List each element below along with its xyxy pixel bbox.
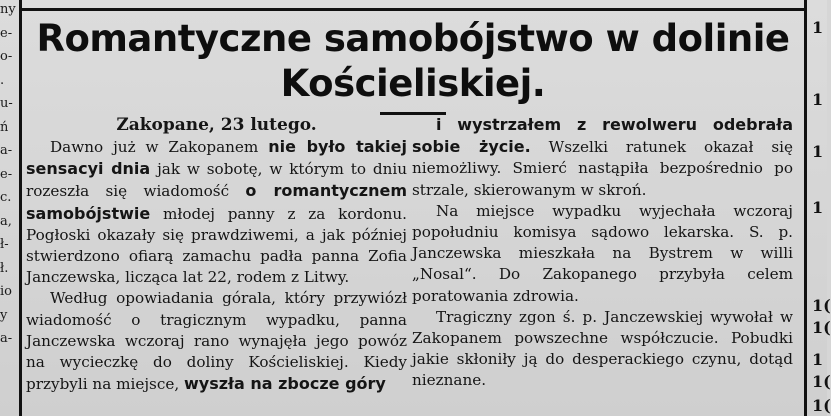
paragraph-text: Według opowiadania górala, który przywiózł wiadomość o tragicznym wypadku, panna Janczewska wczoraj rano wynajęła jego powóz na wycieczkę do doliny Kościeliskiej. Kiedy przybyli na miejsce,: [26, 289, 407, 394]
margin-fragment: ń: [0, 119, 9, 135]
margin-fragment: .: [0, 72, 5, 88]
paragraph-text: Tragiczny zgon ś. p. Janczewskiej wywołał w Zakopanem powszechne współczucie. Pobudki jakie skłoniły ją do desperackiego czynu, dotąd nieznane.: [412, 307, 793, 390]
article-headline: [24, 16, 802, 106]
left-margin-fragments: [0, 0, 18, 416]
margin-fragment: 1(: [812, 318, 831, 337]
margin-fragment: 1: [812, 142, 824, 161]
margin-fragment: 1: [812, 350, 824, 369]
margin-fragment: e-: [0, 25, 13, 41]
top-rule: [22, 8, 804, 11]
emphasized-text: wyszła na zbocze góry: [183, 374, 386, 394]
margin-fragment: a-: [0, 331, 13, 346]
margin-fragment: c.: [0, 190, 12, 205]
headline-line-1: Romantyczne samobójstwo w dolinie: [36, 17, 790, 60]
margin-fragment: u-: [0, 96, 13, 111]
margin-fragment: 1(: [812, 372, 831, 391]
left-column-rule: [19, 0, 22, 416]
margin-fragment: 1: [812, 90, 824, 109]
right-paragraph: [412, 307, 793, 392]
margin-fragment: ny: [0, 2, 16, 17]
left-paragraph: [26, 288, 407, 395]
article-dateline: Zakopane, 23 lutego.: [116, 115, 317, 135]
margin-fragment: y: [0, 307, 8, 323]
right-paragraph: [412, 114, 793, 201]
margin-fragment: o-: [0, 49, 13, 64]
article-right-column: [412, 114, 793, 392]
paragraph-text: Dawno już w Zakopanem: [50, 138, 269, 156]
margin-fragment: e-: [0, 166, 13, 182]
left-paragraph: [26, 136, 407, 288]
margin-fragment: 1(: [812, 396, 831, 415]
margin-fragment: ł-: [0, 237, 9, 252]
margin-fragment: io: [0, 284, 12, 299]
headline-line-2: Kościeliskiej.: [280, 62, 546, 105]
emphasized-text: i wystrzałem z rewolweru odebrała sobie życie.: [412, 115, 793, 157]
margin-fragment: a,: [0, 213, 12, 229]
emphasized-text: o romantycznem samobójstwie: [26, 181, 407, 223]
margin-fragment: 1(: [812, 296, 831, 315]
margin-fragment: 1: [812, 198, 824, 217]
paragraph-text: młodej panny z za kordonu. Pogłoski okazały się prawdziwemi, a jak później stwierdzono ofiarą zamachu padła panna Zofia Janczewska, licząca lat 22, rodem z Litwy.: [26, 204, 407, 287]
article-left-column: [26, 114, 407, 395]
right-margin-fragments: [810, 0, 831, 416]
margin-fragment: 1: [812, 18, 824, 37]
emphasized-text: nie było takiej sensacyi dnia: [26, 137, 407, 179]
margin-fragment: a-: [0, 143, 13, 158]
paragraph-text: Wszelki ratunek okazał się niemożliwy. Smierć nastąpiła bezpośrednio po strzale, skierowanym w skroń.: [412, 138, 793, 199]
paragraph-text: jak w sobotę, w którym to dniu rozeszła się wiadomość: [26, 160, 407, 201]
right-column-rule: [804, 0, 807, 416]
right-paragraph: [412, 201, 793, 307]
margin-fragment: ł.: [0, 260, 9, 276]
paragraph-text: Na miejsce wypadku wyjechała wczoraj popołudniu komisya sądowo lekarska. S. p. Janczewska mieszkała na Bystrem w willi „Nosal“. Do Zakopanego przybyła celem poratowania zdrowia.: [412, 201, 793, 305]
